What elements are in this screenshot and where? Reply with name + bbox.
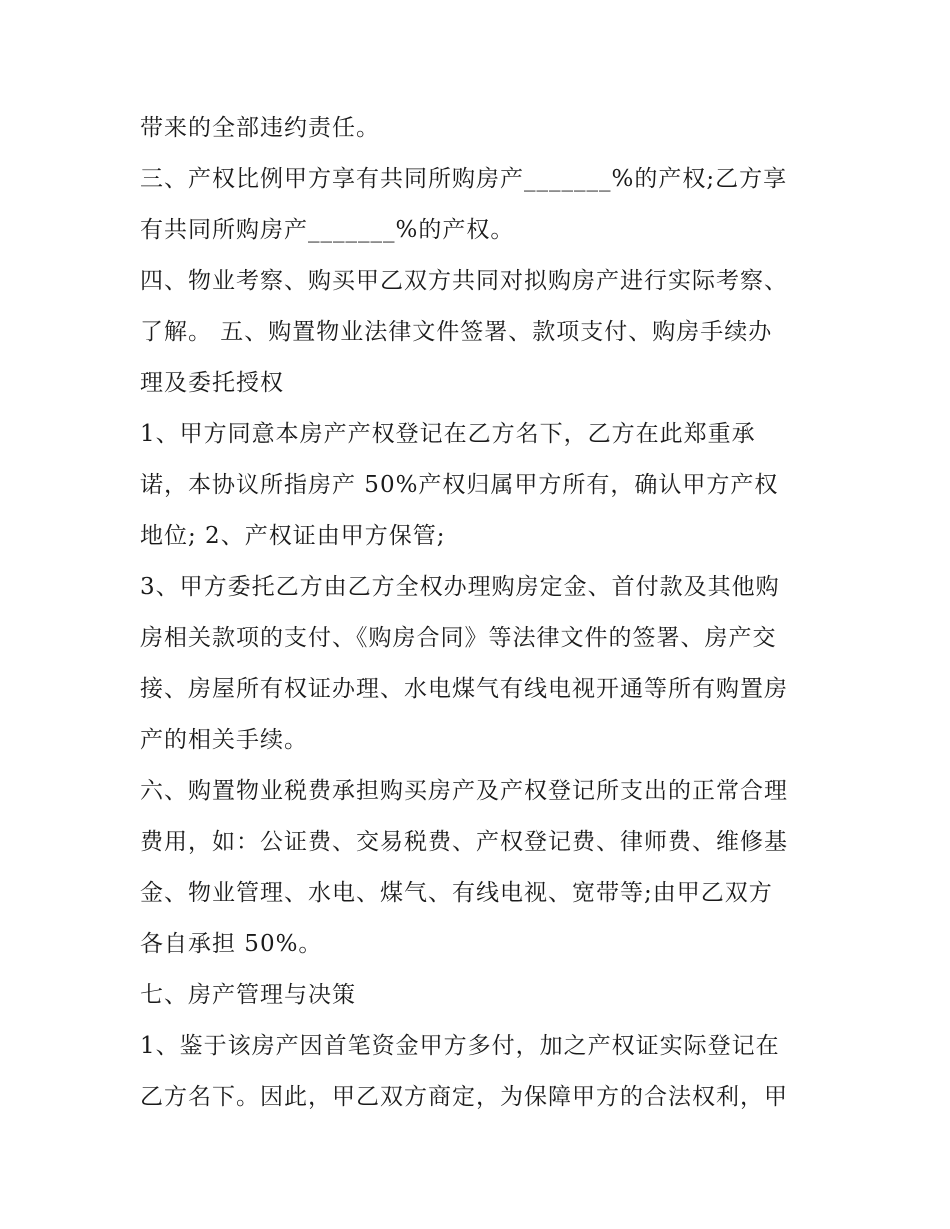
text-line: 了解。 五、购置物业法律文件签署、款项支付、购房手续办 [140,319,773,345]
text-line: 有共同所购房产_______%的产权。 [140,217,515,243]
text-line: 接、房屋所有权证办理、水电煤气有线电视开通等所有购置房 [140,676,788,702]
text-line: 三、产权比例甲方享有共同所购房产_______%的产权;乙方享 [140,166,788,192]
text-line: 房相关款项的支付、《购房合同》等法律文件的签署、房产交 [140,625,777,651]
text-line: 七、房产管理与决策 [140,982,356,1008]
text-line: 1、甲方同意本房产产权登记在乙方名下，乙方在此郑重承 [140,421,756,447]
text-line: 六、购置物业税费承担购买房产及产权登记所支出的正常合理 [140,778,788,804]
text-line: 各自承担 50%。 [140,931,323,957]
document-body [140,103,830,1123]
text-line: 产的相关手续。 [140,727,308,753]
text-line: 诺，本协议所指房产 50%产权归属甲方所有，确认甲方产权 [140,472,779,498]
text-line: 乙方名下。因此，甲乙双方商定，为保障甲方的合法权利，甲 [140,1084,788,1110]
text-line: 金、物业管理、水电、煤气、有线电视、宽带等;由甲乙双方 [140,880,773,906]
text-line: 1、鉴于该房产因首笔资金甲方多付，加之产权证实际登记在 [140,1033,780,1059]
text-line: 3、甲方委托乙方由乙方全权办理购房定金、首付款及其他购 [140,574,780,600]
text-line: 费用，如：公证费、交易税费、产权登记费、律师费、维修基 [140,829,788,855]
text-line: 四、物业考察、购买甲乙双方共同对拟购房产进行实际考察、 [140,268,788,294]
text-line: 理及委托授权 [140,370,284,396]
text-line: 带来的全部违约责任。 [140,115,380,141]
text-line: 地位; 2、产权证由甲方保管; [140,523,446,549]
